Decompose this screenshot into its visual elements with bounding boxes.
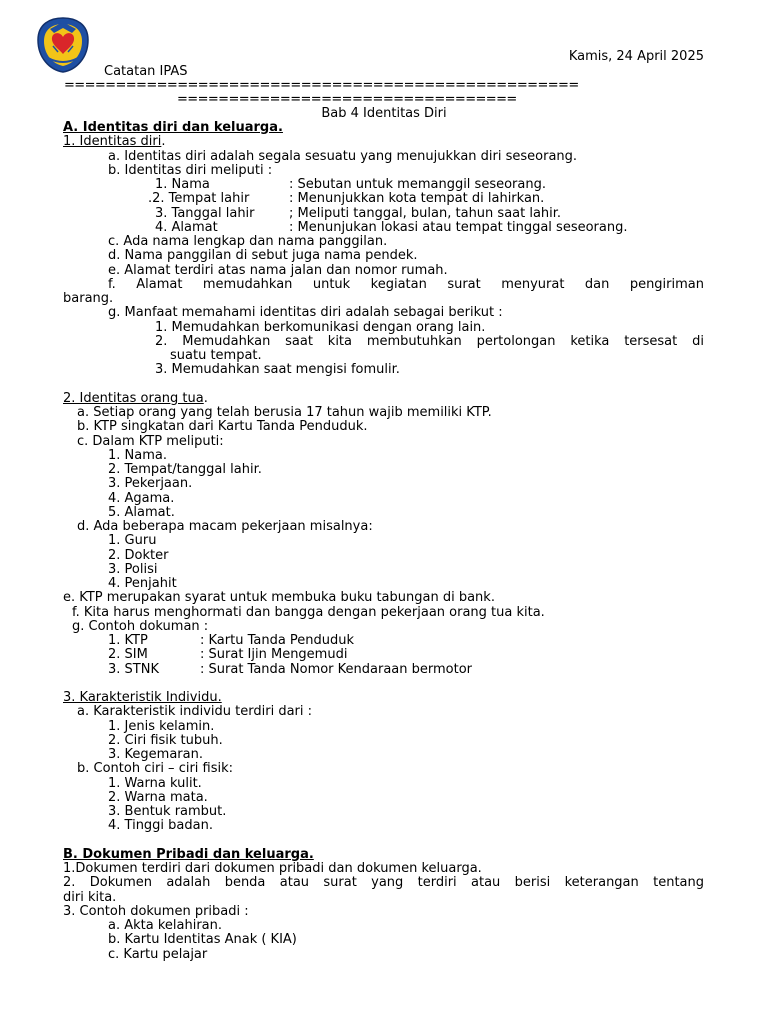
list-item: 2. Warna mata. — [108, 789, 208, 805]
word: dan — [584, 276, 610, 292]
item-label: 1. Nama — [155, 177, 210, 192]
subject-title: Catatan IPAS — [104, 64, 188, 79]
word: 2. — [155, 333, 168, 349]
list-item: 1. Jenis kelamin. — [108, 718, 215, 734]
item-label: 2. SIM — [108, 647, 148, 663]
list-item: 2. Tempat/tanggal lahir. — [108, 462, 262, 477]
word: tentang — [653, 875, 704, 891]
chapter-title: Bab 4 Identitas Diri — [321, 106, 447, 121]
word: yang — [371, 875, 404, 891]
word: untuk — [312, 276, 351, 292]
school-logo — [36, 16, 90, 74]
list-item-continuation: suatu tempat. — [170, 348, 262, 363]
word: Dokumen — [89, 875, 152, 891]
word: memudahkan — [202, 276, 293, 292]
list-item: d. Nama panggilan di sebut juga nama pendek. — [108, 248, 418, 264]
item-label: 1. KTP — [108, 633, 148, 648]
list-item — [63, 634, 704, 648]
item-desc: : Surat Tanda Nomor Kendaraan bermotor — [200, 661, 473, 677]
list-item-justified — [63, 278, 704, 292]
list-item: b. Kartu Identitas Anak ( KIA) — [108, 932, 297, 948]
word: atau — [279, 875, 310, 891]
list-item: 3. Polisi — [108, 561, 158, 577]
list-item: c. Kartu pelajar — [108, 946, 208, 962]
list-item: a. Karakteristik individu terdiri dari : — [77, 704, 313, 720]
item-desc: : Kartu Tanda Penduduk — [200, 633, 355, 648]
item-desc: : Surat Ijin Mengemudi — [200, 647, 348, 663]
word: ketika — [570, 333, 610, 349]
list-item: d. Ada beberapa macam pekerjaan misalnya: — [77, 519, 373, 534]
word: 2. — [63, 875, 76, 891]
list-item: 1. Nama. — [108, 447, 167, 463]
list-item: 2. Dokter — [108, 547, 169, 563]
list-item-continuation: barang. — [63, 291, 114, 306]
list-item: 1. Warna kulit. — [108, 775, 202, 791]
list-item: a. Setiap orang yang telah berusia 17 tahun wajib memiliki KTP. — [77, 405, 492, 420]
notes-body — [63, 121, 704, 962]
paragraph: 3. Contoh dokumen pribadi : — [63, 903, 249, 919]
list-item: 1. Memudahkan berkomunikasi dengan orang lain. — [155, 319, 486, 335]
paragraph: 1.Dokumen terdiri dari dokumen pribadi dan dokumen keluarga. — [63, 861, 482, 876]
list-item-justified — [63, 335, 704, 349]
list-item: 3. Pekerjaan. — [108, 476, 193, 492]
list-item: e. Alamat terdiri atas nama jalan dan nomor rumah. — [108, 262, 448, 278]
list-item: b. KTP singkatan dari Kartu Tanda Penduduk. — [77, 419, 368, 435]
item-desc: ; Meliputi tanggal, bulan, tahun saat lahir. — [289, 205, 562, 221]
word: menyurat — [501, 276, 565, 292]
word: saat — [285, 333, 313, 349]
word: tersesat — [624, 333, 678, 349]
section-a-heading: A. Identitas diri dan keluarga. — [63, 120, 283, 135]
word: kegiatan — [370, 276, 427, 292]
list-item: b. Identitas diri meliputi : — [108, 162, 273, 178]
list-item: 1. Guru — [108, 533, 157, 549]
list-item: g. Contoh dokuman : — [72, 618, 209, 634]
word: atau — [471, 875, 501, 891]
list-item: 5. Alamat. — [108, 504, 175, 520]
item-label: 3. STNK — [108, 661, 159, 677]
list-item — [63, 207, 704, 221]
list-item — [63, 178, 704, 192]
paragraph-justified — [63, 876, 704, 890]
list-item: c. Ada nama lengkap dan nama panggilan. — [108, 234, 388, 249]
word: benda — [224, 875, 266, 891]
word: membutuhkan — [366, 333, 462, 349]
word: berisi — [514, 875, 551, 891]
list-item: 4. Agama. — [108, 490, 175, 506]
item-desc: : Menunjukkan kota tempat di lahirkan. — [289, 191, 545, 207]
subsection-3-title: 3. Karakteristik Individu. — [63, 690, 222, 705]
word: pengiriman — [629, 276, 704, 292]
list-item — [63, 663, 704, 677]
subsection-1-title: 1. Identitas diri — [63, 134, 162, 150]
item-label: 4. Alamat — [155, 219, 218, 235]
item-desc: : Menunjukan lokasi atau tempat tinggal seseorang. — [289, 219, 628, 235]
list-item: 3. Kegemaran. — [108, 747, 203, 762]
word: pertolongan — [476, 333, 556, 349]
divider-line: ================================================== — [64, 78, 579, 93]
word: adalah — [166, 875, 211, 891]
word: keterangan — [564, 875, 639, 891]
list-item: b. Contoh ciri – ciri fisik: — [77, 761, 234, 777]
item-label: 3. Tanggal lahir — [155, 205, 255, 221]
list-item: 2. Ciri fisik tubuh. — [108, 732, 223, 748]
word: f. — [108, 276, 116, 292]
subsection-heading: 1. Identitas diri. — [63, 134, 166, 150]
list-item — [63, 192, 704, 206]
word: terdiri — [417, 875, 457, 891]
word: Alamat — [136, 276, 183, 292]
divider-line: ================================= — [177, 92, 517, 107]
list-item: e. KTP merupakan syarat untuk membuka buku tabungan di bank. — [63, 590, 495, 606]
subsection-heading: 2. Identitas orang tua. — [63, 390, 208, 406]
word: kita — [327, 333, 353, 349]
item-desc: : Sebutan untuk memanggil seseorang. — [289, 177, 546, 192]
list-item: 3. Bentuk rambut. — [108, 804, 227, 819]
document-date: Kamis, 24 April 2025 — [568, 49, 704, 64]
word: Memudahkan — [182, 333, 271, 349]
list-item: a. Identitas diri adalah segala sesuatu yang menujukkan diri seseorang. — [108, 148, 578, 164]
list-item: 4. Penjahit — [108, 576, 177, 591]
subsection-2-title: 2. Identitas orang tua — [63, 390, 204, 406]
word: surat — [323, 875, 357, 891]
list-item: 3. Memudahkan saat mengisi fomulir. — [155, 362, 400, 378]
list-item: 4. Tinggi badan. — [108, 818, 213, 834]
list-item — [63, 648, 704, 662]
word: surat — [447, 276, 481, 292]
list-item: c. Dalam KTP meliputi: — [77, 433, 224, 449]
list-item: g. Manfaat memahami identitas diri adalah sebagai berikut : — [108, 305, 503, 321]
list-item — [63, 221, 704, 235]
item-label: .2. Tempat lahir — [148, 191, 250, 207]
paragraph-continuation: diri kita. — [63, 889, 117, 905]
list-item: a. Akta kelahiran. — [108, 918, 223, 933]
word: di — [692, 333, 704, 349]
section-b-heading: B. Dokumen Pribadi dan keluarga. — [63, 846, 314, 862]
list-item: f. Kita harus menghormati dan bangga dengan pekerjaan orang tua kita. — [72, 604, 545, 620]
